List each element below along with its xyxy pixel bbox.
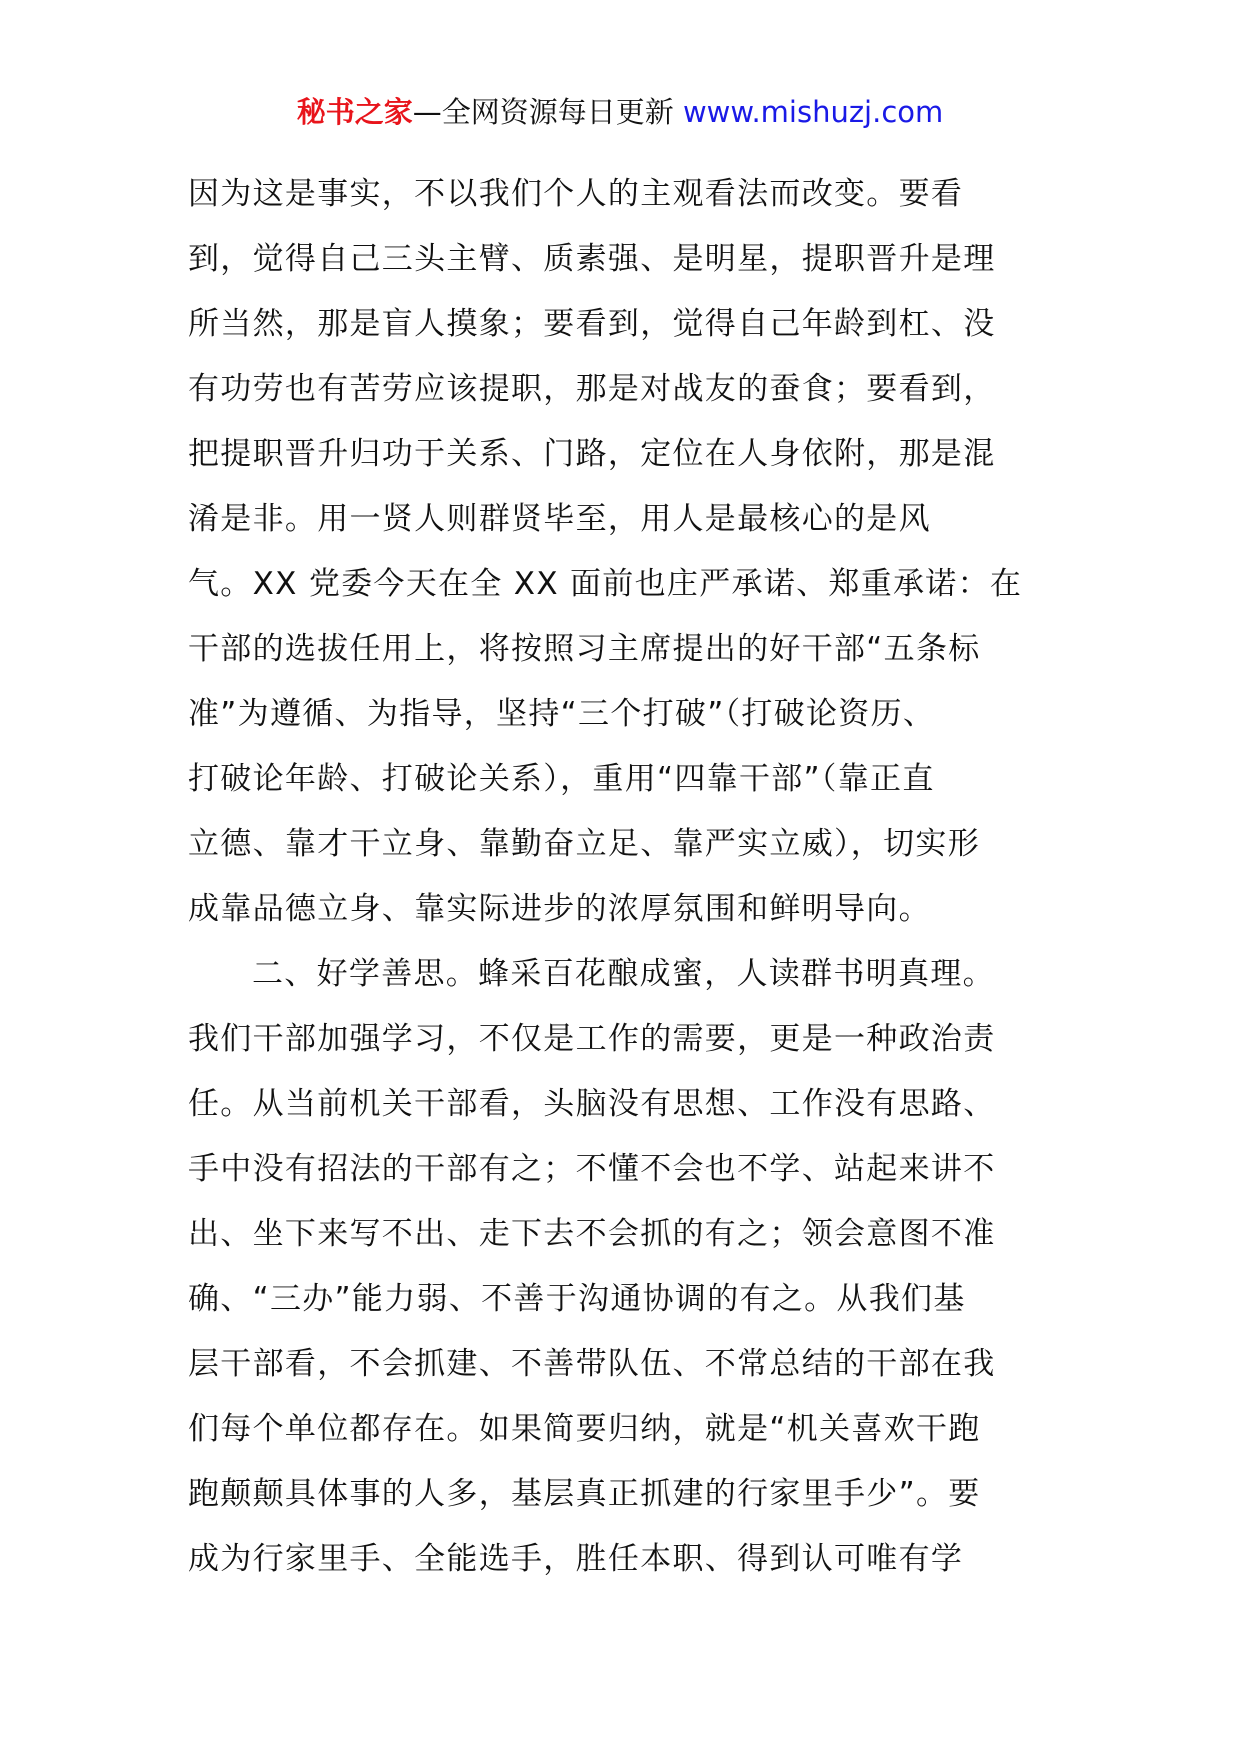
text-line: 有功劳也有苦劳应该提职，那是对战友的蚕食；要看到， [188, 371, 996, 407]
text-line: 成靠品德立身、靠实际进步的浓厚氛围和鲜明导向。 [188, 891, 931, 927]
site-header [0, 92, 1240, 132]
text-line: 把提职晋升归功于关系、门路，定位在人身依附，那是混 [188, 436, 996, 472]
header-tagline: —全网资源每日更新 [412, 95, 674, 129]
text-line: 我们干部加强学习，不仅是工作的需要，更是一种政治责 [188, 1021, 996, 1057]
text-line: 所当然，那是盲人摸象；要看到，觉得自己年龄到杠、没 [188, 306, 996, 342]
text-line: 出、坐下来写不出、走下去不会抓的有之；领会意图不准 [188, 1216, 996, 1252]
text-line: 干部的选拔任用上，将按照习主席提出的好干部“五条标 [188, 631, 981, 667]
text-line: 立德、靠才干立身、靠勤奋立足、靠严实立威），切实形 [188, 826, 980, 862]
brand-name: 秘书之家 [296, 95, 413, 129]
text-line: 因为这是事实，不以我们个人的主观看法而改变。要看 [188, 176, 964, 212]
text-line: 成为行家里手、全能选手，胜任本职、得到认可唯有学 [188, 1541, 964, 1577]
text-line: 手中没有招法的干部有之；不懂不会也不学、站起来讲不 [188, 1151, 996, 1187]
text-line: 淆是非。用一贤人则群贤毕至，用人是最核心的是风 [188, 501, 931, 537]
document-body [188, 162, 1058, 1592]
text-line: 跑颠颠具体事的人多，基层真正抓建的行家里手少”。要 [188, 1476, 981, 1512]
text-line: 气。XX 党委今天在全 XX 面前也庄严承诺、郑重承诺：在 [188, 566, 1023, 602]
text-line: 层干部看，不会抓建、不善带队伍、不常总结的干部在我 [188, 1346, 996, 1382]
site-url-link[interactable]: www.mishuzj.com [682, 95, 944, 129]
text-line: 到，觉得自己三头主臂、质素强、是明星，提职晋升是理 [188, 241, 996, 277]
text-line: 准”为遵循、为指导，坚持“三个打破”（打破论资历、 [188, 696, 936, 732]
section-heading-line: 二、好学善思。蜂采百花酿成蜜，人读群书明真理。 [252, 956, 995, 992]
text-line: 确、“三办”能力弱、不善于沟通协调的有之。从我们基 [188, 1281, 966, 1317]
text-line: 任。从当前机关干部看，头脑没有思想、工作没有思路、 [188, 1086, 996, 1122]
text-line: 打破论年龄、打破论关系），重用“四靠干部”（靠正直 [188, 761, 935, 797]
text-line: 们每个单位都存在。如果简要归纳，就是“机关喜欢干跑 [188, 1411, 981, 1447]
